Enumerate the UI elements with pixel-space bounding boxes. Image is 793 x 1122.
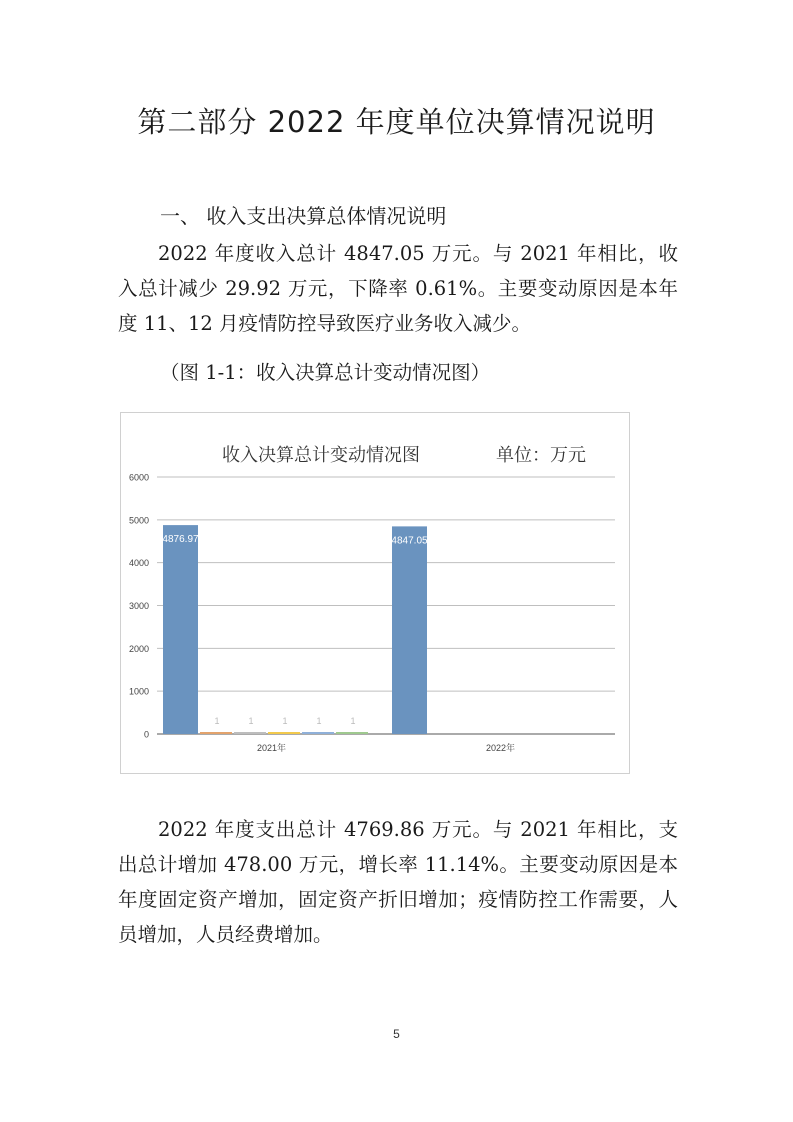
y-tick-label: 5000 [128,515,149,526]
y-tick-label: 2000 [128,643,149,654]
page-number: 5 [393,1027,400,1041]
minor-bar-label: 1 [316,716,322,726]
section-heading: 一、 收入支出决算总体情况说明 [160,204,447,228]
x-tick-label: 2021年 [256,743,287,753]
y-tick-label: 3000 [128,601,149,611]
minor-bar [200,732,232,734]
minor-bar [268,732,300,734]
x-tick-label: 2022年 [485,743,516,753]
minor-bar [234,732,266,734]
figure-caption: （图 1-1：收入决算总计变动情况图） [160,361,491,384]
main-bar [392,526,427,734]
page-title: 第二部分 2022 年度单位决算情况说明 [137,105,656,139]
minor-bar-label: 1 [282,716,288,726]
minor-bar-label: 1 [214,716,220,726]
y-tick-label: 4000 [128,558,149,569]
minor-bar-label: 1 [248,716,254,726]
chart-unit-label: 单位：万元 [496,445,586,466]
y-tick-label: 6000 [128,472,149,483]
main-bar-label: 4847.05 [391,535,428,547]
minor-bar [336,732,368,734]
income-paragraph: 2022 年度收入总计 4847.05 万元。与 2021 年相比，收入总计减少 29.92 万元，下降率 0.61%。主要变动原因是本年度 11、12 月疫情防控导致医疗业务收入减少。 [118,242,678,335]
chart-title: 收入决算总计变动情况图 [222,445,420,466]
main-bar-label: 4876.97 [162,534,199,546]
y-tick-label: 0 [143,729,149,740]
minor-bar [302,732,334,734]
y-tick-label: 1000 [128,686,149,697]
income-chart-svg [121,413,629,773]
income-chart [120,412,630,774]
minor-bar-label: 1 [350,716,356,726]
main-bar [163,525,198,734]
expense-paragraph: 2022 年度支出总计 4769.86 万元。与 2021 年相比，支出总计增加 478.00 万元，增长率 11.14%。主要变动原因是本年度固定资产增加，固定资产折旧增加；疫情防控工作需要，人员增加，人员经费增加。 [118,818,678,946]
